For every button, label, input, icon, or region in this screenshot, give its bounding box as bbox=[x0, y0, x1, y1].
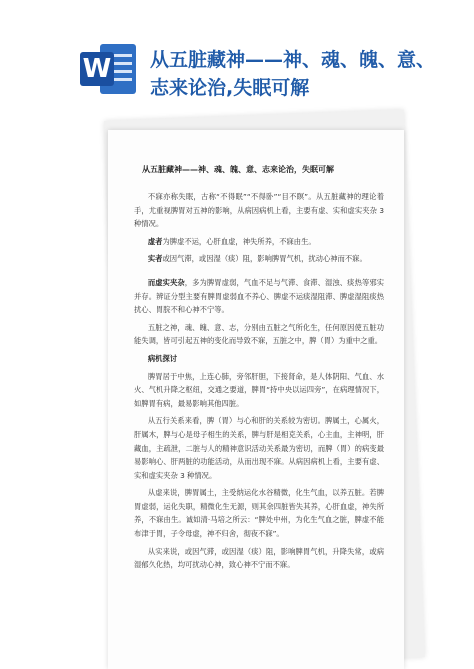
paragraph-spleen-center: 脾胃居于中焦，上连心肺，旁邻肝胆，下接肾命，是人体阴阳、气血、水火、气机升降之枢纽，交通之要道，脾胃“持中央以运四旁”，在病理情况下，如脾胃有病，最易影响其他四脏。 bbox=[134, 371, 384, 408]
paragraph-excess-detail: 从实来说，或因气滞，或因湿（痰）阻，影响脾胃气机，升降失常，或病湿郁久化热，均可扰动心神，致心神不宁而不寐。 bbox=[134, 546, 384, 570]
deficiency-lead: 虚者 bbox=[147, 236, 163, 246]
paragraph-intro: 不寐亦称失眠，古称“不得眠”“不得卧”“目不瞑”。从五脏藏神的理论着手，尤重视脾胃对五神的影响，从病因病机上看，主要有虚、实和虚实夹杂 3 种情况。 bbox=[134, 192, 384, 229]
excess-lead: 实者 bbox=[147, 254, 163, 264]
document-content bbox=[108, 130, 404, 572]
paragraph-mixed bbox=[134, 276, 384, 317]
mixed-lead: 而虚实夹杂 bbox=[147, 277, 185, 287]
paragraph-deficiency-detail: 从虚来说，脾胃属土，主受纳运化水谷精微，化生气血，以养五脏。若脾胃虚弱，运化失职，精微化生无源，则其余四脏皆失其养，心肝血虚，神失所养，不寐由生。诚如清·马培之所云：“脾处中州，为化生气血之脏，脾虚不能布津于胃，子令母虚，神不归舍，彻夜不寐”。 bbox=[134, 488, 384, 539]
mixed-text: ，多为脾胃虚弱，气血不足与气滞、食滞、湿浊、痰热等邪实并存。辨证分型主要有脾胃虚弱血不养心、脾虚不运痰湿阻滞、脾虚湿阻痰热扰心、胃脘不和心神不宁等。 bbox=[134, 277, 385, 315]
section-heading: 病机探讨 bbox=[147, 353, 178, 363]
paragraph-excess bbox=[134, 252, 384, 266]
paragraph-five-spirits: 五脏之神，魂、魄、意、志，分别由五脏之气所化生，任何原因使五脏功能失调，皆可引起五神的变化而导致不寐，五脏之中，脾（胃）为重中之重。 bbox=[134, 322, 384, 346]
paragraph-five-elements: 从五行关系来看，脾（胃）与心和肝的关系较为密切。脾属土，心属火，肝属木，脾与心是母子相生的关系，脾与肝是相克关系，心主血，主神明，肝藏血，主疏泄，二脏与人的精神意识活动关系最为密切，而脾（胃）的病变最易影响心、肝两脏的功能活动，从而出现不寐。从病因病机上看，主要有虚、实和虚实夹杂 3 种情况。 bbox=[134, 416, 384, 480]
banner bbox=[0, 0, 474, 112]
deficiency-text: 为脾虚不运，心肝血虚，神失所养，不寐由生。 bbox=[162, 236, 316, 246]
excess-text: 或因气滞，或因湿（痰）阻，影响脾胃气机，扰动心神而不寐。 bbox=[162, 254, 367, 264]
word-letter-tile: W bbox=[80, 52, 114, 86]
paragraph-deficiency bbox=[134, 235, 384, 249]
word-doc-lines bbox=[112, 54, 132, 86]
word-document-icon bbox=[78, 40, 138, 98]
document-page bbox=[108, 130, 404, 669]
banner-title: 从五脏藏神——神、魂、魄、意、志来论治,失眠可解 bbox=[150, 49, 436, 99]
document-title: 从五脏藏神——神、魂、魄、意、志来论治，失眠可解 bbox=[142, 165, 334, 174]
